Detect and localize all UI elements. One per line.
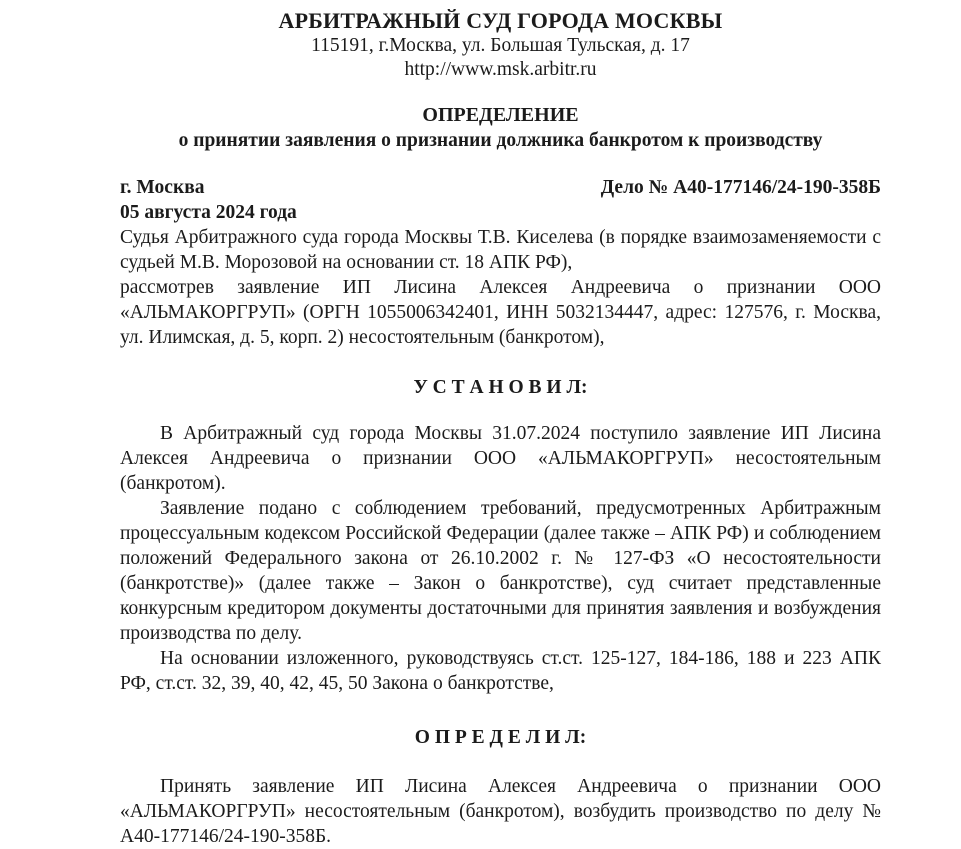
document-header	[120, 8, 881, 82]
opredelil-heading: О П Р Е Д Е Л И Л:	[414, 727, 587, 748]
case-number: Дело № А40-177146/24-190-358Б	[600, 177, 881, 198]
opredelil-paragraph-1: Принять заявление ИП Лисина Алексея Андреевича о признании ООО «АЛЬМАКОРГРУП» несостоятельным (банкротом), возбудить производство по делу № А40-177146/24-190-358Б.	[120, 776, 881, 847]
case-info-row	[120, 175, 881, 200]
ustanovil-paragraph-1: В Арбитражный суд города Москвы 31.07.2024 поступило заявление ИП Лисина Алексея Андреевича о признании ООО «АЛЬМАКОРГРУП» несостоятельным (банкротом).	[120, 423, 881, 494]
court-address: 115191, г.Москва, ул. Большая Тульская, д. 17	[311, 35, 690, 56]
ustanovil-paragraph-2: Заявление подано с соблюдением требований, предусмотренных Арбитражным процессуальным кодексом Российской Федерации (далее также – АПК РФ) и соблюдением положений Федерального закона от 26.10.2002 г. № 127-ФЗ «О несостоятельности (банкротстве)» (далее также – Закон о банкротстве), суд считает представленные конкурсным кредитором документы достаточными для принятия заявления и возбуждения производства по делу.	[120, 498, 881, 644]
case-city: г. Москва	[120, 177, 205, 198]
preamble-judge-paragraph: Судья Арбитражного суда города Москвы Т.В. Киселева (в порядке взаимозаменяемости с судьей М.В. Морозовой на основании ст. 18 АПК РФ),	[120, 227, 881, 273]
case-date: 05 августа 2024 года	[120, 202, 297, 223]
court-website-url: http://www.msk.arbitr.ru	[404, 59, 597, 80]
document-subtitle: о принятии заявления о признании должника банкротом к производству	[178, 130, 823, 151]
document-title-block	[120, 103, 881, 153]
court-name: АРБИТРАЖНЫЙ СУД ГОРОДА МОСКВЫ	[278, 8, 723, 33]
ustanovil-paragraph-3: На основании изложенного, руководствуясь ст.ст. 125-127, 184-186, 188 и 223 АПК РФ, ст.ст. 32, 39, 40, 42, 45, 50 Закона о банкротстве,	[120, 648, 881, 694]
ustanovil-heading: У С Т А Н О В И Л:	[413, 377, 588, 398]
preamble-application-paragraph: рассмотрев заявление ИП Лисина Алексея Андреевича о признании ООО «АЛЬМАКОРГРУП» (ОРГН 1055006342401, ИНН 5032134447, адрес: 127576, г. Москва, ул. Илимская, д. 5, корп. 2) несостоятельным (банкротом),	[120, 277, 881, 348]
document-title: ОПРЕДЕЛЕНИЕ	[422, 104, 579, 126]
